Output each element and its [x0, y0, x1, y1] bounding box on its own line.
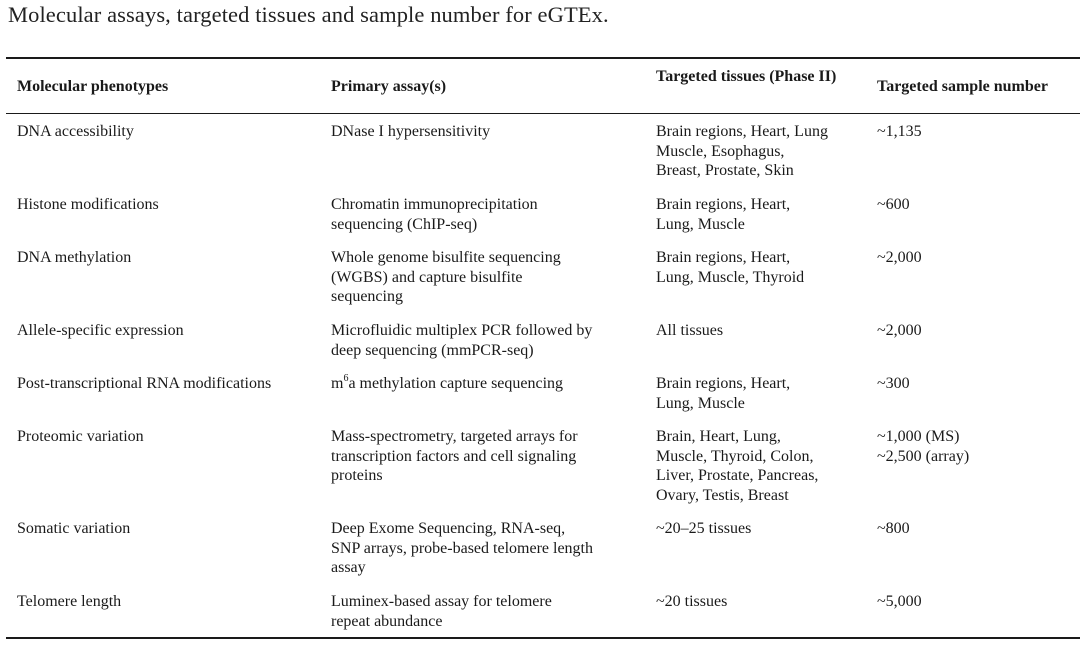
cell-assay: Deep Exome Sequencing, RNA-seq, SNP arrays, probe-based telomere length assay: [331, 520, 593, 576]
cell-tissues: All tissues: [656, 322, 724, 339]
cell-phenotype: Post-transcriptional RNA modifications: [17, 375, 272, 392]
cell-samples: ~5,000: [877, 593, 922, 610]
cell-phenotype: DNA methylation: [17, 249, 132, 266]
cell-tissues: ~20 tissues: [656, 593, 728, 610]
cell-phenotype: Allele-specific expression: [17, 322, 184, 339]
samples-line: ~2,500 (array): [877, 447, 970, 465]
assay-prefix: m: [331, 375, 344, 392]
table-top-rule: [6, 57, 1080, 59]
table-header-row: [0, 66, 1080, 110]
table-bottom-rule: [6, 637, 1080, 639]
cell-samples: ~2,000: [877, 249, 922, 266]
header-primary-assays: Primary assay(s): [331, 78, 447, 95]
cell-samples: ~2,000: [877, 322, 922, 339]
header-targeted-sample-number: Targeted sample number: [877, 78, 1048, 95]
cell-assay: Luminex-based assay for telomere repeat abundance: [331, 593, 552, 630]
table-header-rule: [6, 113, 1080, 114]
cell-tissues: Brain regions, Heart, Lung Muscle, Esophagus, Breast, Prostate, Skin: [656, 123, 828, 179]
cell-phenotype: Somatic variation: [17, 520, 131, 537]
cell-assay: Chromatin immunoprecipitation sequencing (ChIP-seq): [331, 196, 538, 233]
assay-suffix: a methylation capture sequencing: [348, 375, 564, 392]
header-molecular-phenotypes: Molecular phenotypes: [17, 78, 169, 95]
assay-superscript: 6: [343, 372, 349, 384]
cell-samples: ~300: [877, 375, 910, 392]
cell-samples: ~800: [877, 520, 910, 537]
cell-assay: DNase I hypersensitivity: [331, 123, 491, 140]
cell-tissues: Brain regions, Heart, Lung, Muscle: [656, 196, 791, 233]
cell-phenotype: Histone modifications: [17, 196, 159, 213]
samples-line: ~1,000 (MS): [877, 428, 960, 445]
cell-phenotype: Telomere length: [17, 593, 122, 610]
cell-samples: ~600: [877, 196, 910, 213]
cell-tissues: ~20–25 tissues: [656, 520, 752, 537]
cell-phenotype: DNA accessibility: [17, 123, 134, 140]
cell-assay: Microfluidic multiplex PCR followed by deep sequencing (mmPCR-seq): [331, 322, 593, 359]
cell-assay: Whole genome bisulfite sequencing (WGBS) and capture bisulfite sequencing: [331, 249, 561, 305]
cell-assay: Mass-spectrometry, targeted arrays for transcription factors and cell signaling proteins: [331, 428, 578, 484]
cell-samples: [877, 427, 1077, 466]
cell-samples: ~1,135: [877, 123, 922, 140]
cell-tissues: Brain, Heart, Lung, Muscle, Thyroid, Colon, Liver, Prostate, Pancreas, Ovary, Testis, Breast: [656, 428, 819, 504]
table-caption: Molecular assays, targeted tissues and sample number for eGTEx.: [8, 2, 609, 27]
cell-assay: [331, 374, 646, 394]
header-targeted-tissues: Targeted tissues (Phase II): [656, 68, 837, 85]
cell-tissues: Brain regions, Heart, Lung, Muscle, Thyroid: [656, 249, 805, 286]
cell-phenotype: Proteomic variation: [17, 428, 144, 445]
cell-tissues: Brain regions, Heart, Lung, Muscle: [656, 375, 791, 412]
